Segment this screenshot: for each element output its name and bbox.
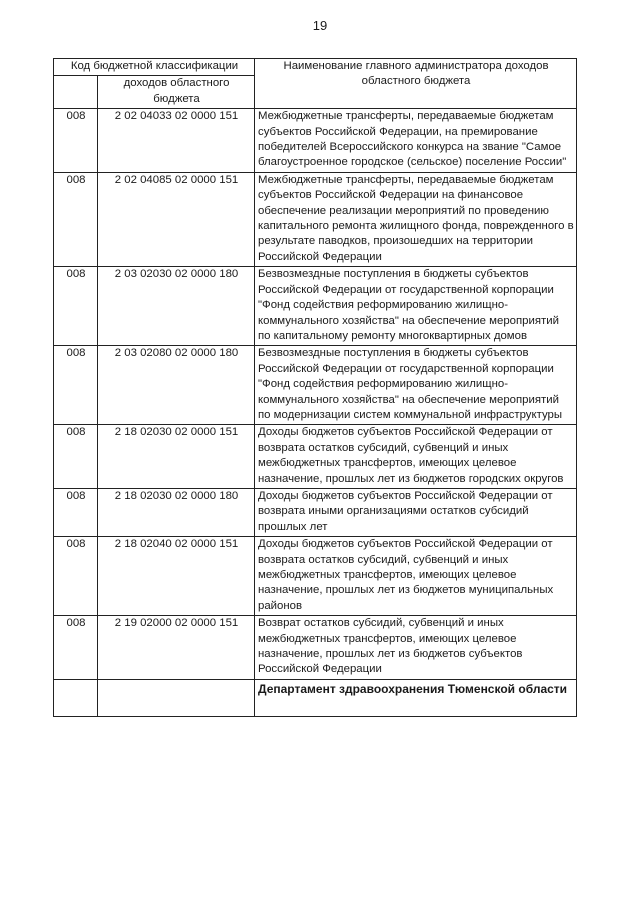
revenue-code-cell: 2 03 02030 02 0000 180 bbox=[98, 267, 255, 346]
revenue-code-cell: 2 18 02030 02 0000 151 bbox=[98, 425, 255, 489]
admin-code-cell: 008 bbox=[54, 488, 98, 536]
department-heading-cell: Департамент здравоохранения Тюменской области bbox=[255, 679, 577, 716]
table-row bbox=[54, 267, 577, 346]
admin-code-cell: 008 bbox=[54, 172, 98, 266]
revenue-name-cell: Межбюджетные трансферты, передаваемые бюджетам субъектов Российской Федерации на финансовое обеспечение реализации мероприятий по проведению капитального ремонта жилищного фонда, поврежденного в результате паводков, произошедших на территории Российской Федерации bbox=[255, 172, 577, 266]
revenue-name-cell: Безвозмездные поступления в бюджеты субъектов Российской Федерации от государственной корпорации "Фонд содействия реформированию жилищно-коммунального хозяйства" на обеспечение мероприятий по капитальному ремонту многоквартирных домов bbox=[255, 267, 577, 346]
revenue-name-cell: Доходы бюджетов субъектов Российской Федерации от возврата остатков субсидий, субвенций и иных межбюджетных трансфертов, имеющих целевое назначение, прошлых лет из бюджетов городских округов bbox=[255, 425, 577, 489]
revenue-code-cell bbox=[98, 679, 255, 716]
table-row bbox=[54, 488, 577, 536]
header-budget-classification-code: Код бюджетной классификации bbox=[54, 59, 255, 76]
revenue-code-cell: 2 02 04085 02 0000 151 bbox=[98, 172, 255, 266]
admin-code-cell: 008 bbox=[54, 109, 98, 173]
admin-code-cell: 008 bbox=[54, 346, 98, 425]
budget-classification-table bbox=[53, 58, 577, 717]
revenue-name-cell: Доходы бюджетов субъектов Российской Федерации от возврата иными организациями остатков субсидий прошлых лет bbox=[255, 488, 577, 536]
revenue-name-cell: Межбюджетные трансферты, передаваемые бюджетам субъектов Российской Федерации, на премирование победителей Всероссийского конкурса на звание "Самое благоустроенное городское (сельское) поселение России" bbox=[255, 109, 577, 173]
header-revenue-code: доходов областного бюджета bbox=[98, 76, 255, 109]
admin-code-cell: 008 bbox=[54, 537, 98, 616]
header-administrator-name: Наименование главного администратора доходов областного бюджета bbox=[255, 59, 577, 109]
header-row-1 bbox=[54, 59, 577, 76]
header-admin-code bbox=[54, 76, 98, 109]
revenue-name-cell: Безвозмездные поступления в бюджеты субъектов Российской Федерации от государственной корпорации "Фонд содействия реформированию жилищно-коммунального хозяйства" на обеспечение мероприятий по модернизации систем коммунальной инфраструктуры bbox=[255, 346, 577, 425]
revenue-code-cell: 2 18 02040 02 0000 151 bbox=[98, 537, 255, 616]
revenue-code-cell: 2 03 02080 02 0000 180 bbox=[98, 346, 255, 425]
section-header-row bbox=[54, 679, 577, 716]
admin-code-cell: 008 bbox=[54, 616, 98, 680]
admin-code-cell bbox=[54, 679, 98, 716]
revenue-code-cell: 2 19 02000 02 0000 151 bbox=[98, 616, 255, 680]
revenue-name-cell: Возврат остатков субсидий, субвенций и иных межбюджетных трансфертов, имеющих целевое назначение, прошлых лет из бюджетов субъектов Российской Федерации bbox=[255, 616, 577, 680]
page-number: 19 bbox=[312, 18, 328, 33]
revenue-code-cell: 2 02 04033 02 0000 151 bbox=[98, 109, 255, 173]
admin-code-cell: 008 bbox=[54, 267, 98, 346]
table-row bbox=[54, 346, 577, 425]
revenue-name-cell: Доходы бюджетов субъектов Российской Федерации от возврата остатков субсидий, субвенций и иных межбюджетных трансфертов, имеющих целевое назначение, прошлых лет из бюджетов муниципальных районов bbox=[255, 537, 577, 616]
table-row bbox=[54, 425, 577, 489]
table-row bbox=[54, 172, 577, 266]
table-row bbox=[54, 537, 577, 616]
table-row bbox=[54, 616, 577, 680]
table-row bbox=[54, 109, 577, 173]
revenue-code-cell: 2 18 02030 02 0000 180 bbox=[98, 488, 255, 536]
admin-code-cell: 008 bbox=[54, 425, 98, 489]
